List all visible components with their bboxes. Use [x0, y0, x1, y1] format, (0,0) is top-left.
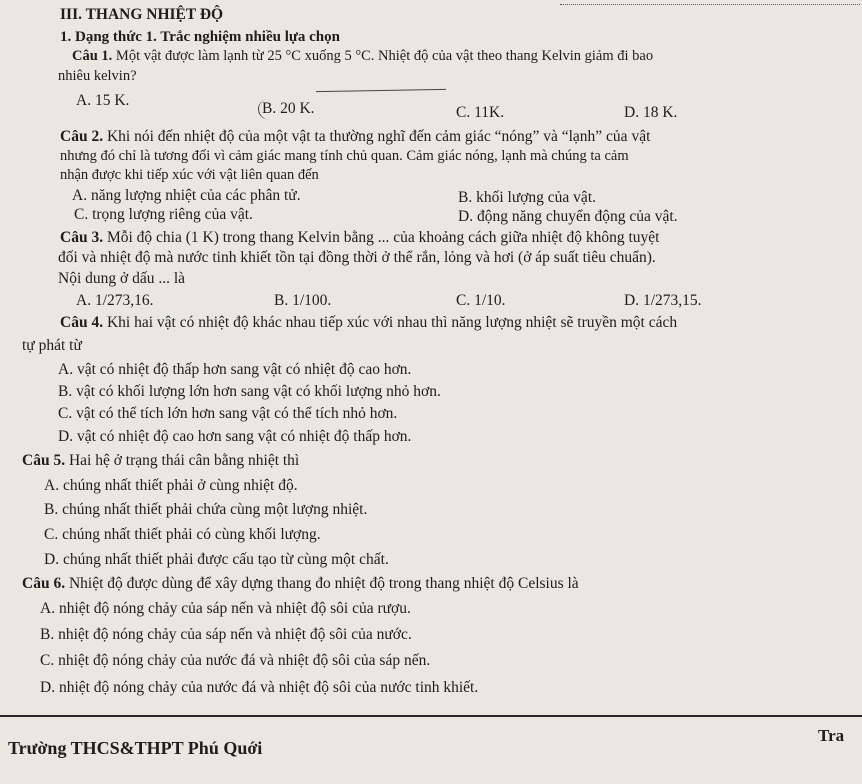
question-6-line-1: Câu 6. Nhiệt độ được dùng để xây dựng thang đo nhiệt độ trong thang nhiệt độ Celsius là — [22, 575, 579, 592]
question-5-line-1: Câu 5. Hai hệ ở trạng thái cân bằng nhiệt thì — [22, 452, 300, 469]
question-4-option-d: D. vật có nhiệt độ cao hơn sang vật có nhiệt độ thấp hơn. — [58, 428, 412, 445]
question-2-option-b: B. khối lượng của vật. — [458, 189, 596, 206]
question-1-option-a: A. 15 K. — [76, 92, 130, 109]
question-2-option-c: C. trọng lượng riêng của vật. — [74, 206, 253, 223]
question-3-option-a: A. 1/273,16. — [76, 292, 154, 309]
question-5-option-a: A. chúng nhất thiết phải ở cùng nhiệt độ. — [44, 477, 298, 494]
question-3-option-d: D. 1/273,15. — [624, 292, 702, 309]
footer-page-label: Tra — [818, 726, 845, 745]
question-6-option-c: C. nhiệt độ nóng chảy của nước đá và nhiệt độ sôi của sáp nến. — [40, 652, 431, 669]
question-4-line-2: tự phát từ — [22, 337, 82, 354]
question-1-line-1: Câu 1. Một vật được làm lạnh từ 25 °C xuống 5 °C. Nhiệt độ của vật theo thang Kelvin giảm đi bao — [72, 48, 654, 64]
question-2-option-a: A. năng lượng nhiệt của các phân tử. — [72, 187, 301, 204]
question-3-option-c: C. 1/10. — [456, 292, 506, 309]
underline-mark — [316, 89, 446, 92]
question-2-line-3: nhận được khi tiếp xúc với vật liên quan đến — [60, 167, 319, 183]
question-5-option-c: C. chúng nhất thiết phải có cùng khối lượng. — [44, 526, 321, 543]
subheading: 1. Dạng thức 1. Trắc nghiệm nhiều lựa chọn — [60, 29, 340, 45]
question-5-option-d: D. chúng nhất thiết phải được cấu tạo từ cùng một chất. — [44, 551, 389, 568]
question-5-option-b: B. chúng nhất thiết phải chứa cùng một lượng nhiệt. — [44, 501, 368, 518]
question-4-option-a: A. vật có nhiệt độ thấp hơn sang vật có nhiệt độ cao hơn. — [58, 361, 412, 378]
question-4-line-1: Câu 4. Khi hai vật có nhiệt độ khác nhau tiếp xúc với nhau thì năng lượng nhiệt sẽ truyền một cách — [60, 314, 678, 331]
footer-school-name: Trường THCS&THPT Phú Quới — [8, 738, 263, 758]
top-dotted-line — [560, 4, 860, 5]
question-2-line-1: Câu 2. Khi nói đến nhiệt độ của một vật ta thường nghĩ đến cảm giác “nóng” và “lạnh” của vật — [60, 128, 651, 145]
question-6-option-d: D. nhiệt độ nóng chảy của nước đá và nhiệt độ sôi của nước tinh khiết. — [40, 679, 479, 696]
question-1-option-b: B. 20 K. — [262, 100, 315, 117]
question-2-line-2: nhưng đó chỉ là tương đối vì cảm giác mang tính chủ quan. Cảm giác nóng, lạnh mà chúng ta cảm — [60, 148, 629, 164]
question-3-option-b: B. 1/100. — [274, 292, 332, 309]
question-4-option-b: B. vật có khối lượng lớn hơn sang vật có khối lượng nhỏ hơn. — [58, 383, 441, 400]
question-6-option-b: B. nhiệt độ nóng chảy của sáp nến và nhiệt độ sôi của nước. — [40, 626, 412, 643]
question-1-option-d: D. 18 K. — [624, 104, 678, 121]
question-3-line-1: Câu 3. Mỗi độ chia (1 K) trong thang Kelvin bằng ... của khoảng cách giữa nhiệt độ không tuyệt — [60, 229, 660, 246]
question-4-option-c: C. vật có thể tích lớn hơn sang vật có thể tích nhỏ hơn. — [58, 405, 398, 422]
handwritten-mark — [256, 97, 282, 121]
question-3-line-2: đối và nhiệt độ mà nước tinh khiết tồn tại đồng thời ở thể rắn, lỏng và hơi (ở áp suất tiêu chuẩn). — [58, 249, 656, 266]
question-1-option-c: C. 11K. — [456, 104, 505, 121]
question-2-option-d: D. động năng chuyển động của vật. — [458, 208, 678, 225]
question-6-option-a: A. nhiệt độ nóng chảy của sáp nến và nhiệt độ sôi của rượu. — [40, 600, 411, 617]
question-3-line-3: Nội dung ở dấu ... là — [58, 270, 186, 287]
footer-divider — [0, 715, 862, 717]
question-1-line-2: nhiêu kelvin? — [58, 68, 137, 84]
section-heading: III. THANG NHIỆT ĐỘ — [60, 6, 224, 23]
